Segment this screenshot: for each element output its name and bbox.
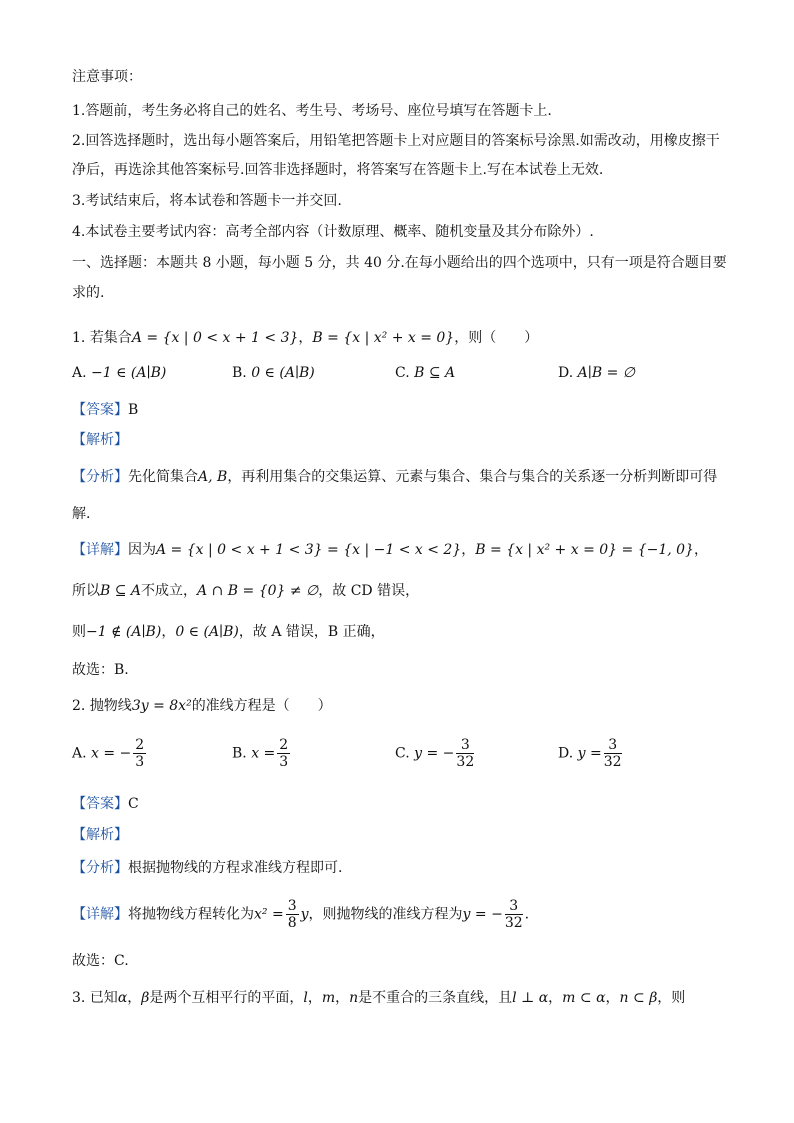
q2-option-c-fraction [456, 737, 474, 770]
q1-xj1-comma: ， [461, 542, 476, 558]
q1-option-b [232, 363, 315, 383]
q1-xiangjie-2 [72, 581, 734, 601]
q2-option-b [232, 737, 292, 770]
q2-option-a-num: 2 [135, 737, 145, 753]
q1-stem-pre: 若集合 [89, 330, 132, 346]
q2-xj-pre: 将抛物线方程转化为 [128, 906, 254, 923]
note-1: 1.答题前，考生务必将自己的姓名、考生号、考场号、座位号填写在答题卡上. [72, 103, 552, 119]
q1-xj3-m2: 0 ∈ (A∣B) [175, 624, 239, 640]
q2-xj-end: . [524, 906, 530, 923]
note-2a: 2.回答选择题时，选出每小题答案后，用铅笔把答题卡上对应题目的答案标号涂黑.如需改动，用橡皮擦干 [72, 133, 720, 149]
q2-option-a [72, 737, 148, 770]
q3-p8: ， [605, 990, 620, 1006]
q2-option-d-lhs: y = [577, 745, 602, 762]
q1-comma: ， [298, 330, 313, 346]
q2-xj-mid: ，则抛物线的准线方程为 [308, 906, 463, 923]
q2-option-c-num: 3 [456, 737, 474, 754]
q1-fenxi-tag: 【分析】 [72, 469, 128, 485]
q2-xj-m1-fraction [286, 898, 299, 931]
q2-stem-pre: 抛物线 [89, 698, 132, 714]
q2-stem [72, 696, 734, 716]
q2-option-c-label: C. [395, 745, 410, 762]
notes-title: 注意事项： [72, 69, 142, 85]
q2-number: 2. [72, 698, 86, 714]
q2-option-d-label: D. [558, 745, 574, 762]
q1-xj2-m2: A ∩ B = {0} ≠ ∅ [197, 583, 319, 599]
q1-xj1-math-a: A = {x | 0 < x + 1 < 3} = {x | −1 < x < 2} [156, 542, 462, 558]
q1-set-a: A = {x | 0 < x + 1 < 3} [131, 330, 299, 346]
q1-xiangjie-1 [72, 540, 734, 560]
q1-xj3-comma: ， [161, 624, 176, 640]
q1-option-c-label: C. [395, 365, 410, 381]
q1-analysis-label: 【解析】 [72, 432, 128, 448]
q2-xj-m1-rhs: y [300, 906, 309, 923]
q1-conclusion: 故选：B. [72, 662, 129, 678]
q3-alpha: α [117, 990, 128, 1006]
q1-option-c [395, 363, 455, 383]
q1-fenxi-post: ，再利用集合的交集运算、元素与集合、集合与集合的关系逐一分析判断即可得 [227, 469, 718, 485]
q2-option-b-den: 3 [279, 754, 289, 770]
q3-l: l [303, 990, 308, 1006]
q2-xj-m2-num: 3 [505, 898, 523, 915]
q1-option-c-text: B ⊆ A [414, 365, 456, 381]
section-header-line2: 求的. [72, 285, 105, 301]
q1-xj3-pre: 则 [72, 624, 86, 640]
q2-fenxi-text: 根据抛物线的方程求准线方程即可. [128, 860, 343, 876]
q1-xj2-post: ，故 CD 错误， [318, 583, 420, 599]
q3-stem [72, 988, 734, 1008]
q2-option-c-lhs: y = − [414, 745, 455, 762]
q3-p6: 是不重合的三条直线，且 [358, 990, 513, 1006]
q2-analysis-label: 【解析】 [72, 827, 128, 843]
q3-m: m [321, 990, 336, 1006]
q1-set-b: B = {x | x² + x = 0} [312, 330, 455, 346]
q2-option-b-num: 2 [279, 737, 289, 753]
q2-options [72, 737, 732, 777]
q2-xj-m1-num: 3 [287, 898, 297, 914]
section-header-line1: 一、选择题：本题共 8 小题，每小题 5 分，共 40 分.在每小题给出的四个选项中，只有一项是符合题目要 [72, 255, 727, 271]
q2-conclusion: 故选：C. [72, 953, 129, 969]
q1-xj2-m1: B ⊆ A [100, 583, 142, 599]
q2-fenxi-tag: 【分析】 [72, 860, 128, 876]
q3-p9: ，则 [657, 990, 686, 1006]
q3-p3: 是两个互相平行的平面， [149, 990, 304, 1006]
q2-option-b-fraction [277, 737, 290, 770]
q1-answer [72, 400, 734, 420]
q3-c3: n ⊂ β [619, 990, 658, 1006]
q1-xj2-pre: 所以 [72, 583, 100, 599]
q2-fenxi [72, 858, 734, 878]
q1-xiangjie-3 [72, 622, 734, 642]
q3-p2: ， [127, 990, 142, 1006]
q2-option-d-fraction [604, 737, 622, 770]
q2-xj-m2-lhs: y = − [462, 906, 503, 923]
q1-fenxi-line2: 解. [72, 506, 91, 522]
q1-xj1-end: ， [693, 542, 708, 558]
q1-fenxi-pre: 先化简集合 [128, 469, 198, 485]
q2-option-a-lhs: x = − [91, 745, 132, 762]
q1-option-a-text: −1 ∈ (A∣B) [91, 365, 167, 381]
q1-xj1-pre: 因为 [128, 542, 156, 558]
q1-option-b-label: B. [232, 365, 247, 381]
q2-xiangjie [72, 898, 734, 931]
note-4: 4.本试卷主要考试内容：高考全部内容（计数原理、概率、随机变量及其分布除外）. [72, 224, 594, 240]
q1-number: 1. [72, 330, 86, 346]
q3-n: n [349, 990, 359, 1006]
q1-fenxi-sets: A, B [198, 469, 228, 485]
q1-stem [72, 328, 734, 348]
q2-xiangjie-tag: 【详解】 [72, 906, 128, 923]
q1-xj1-math-b: B = {x | x² + x = 0} = {−1, 0} [475, 542, 694, 558]
q3-p1: 已知 [89, 990, 118, 1006]
q1-options [72, 363, 732, 403]
q1-xj3-m1: −1 ∉ (A∣B) [86, 624, 162, 640]
q2-option-b-lhs: x = [251, 745, 276, 762]
q1-option-a-label: A. [72, 365, 87, 381]
q2-option-b-label: B. [232, 745, 247, 762]
q3-number: 3. [72, 990, 86, 1006]
q2-option-d-den: 32 [603, 754, 622, 770]
q3-beta: β [141, 990, 150, 1006]
q2-xj-m1-lhs: x² = [254, 906, 284, 923]
q2-answer [72, 794, 734, 814]
q1-option-a [72, 363, 166, 383]
q2-option-c [395, 737, 476, 770]
q1-stem-post: ，则（ ） [454, 330, 539, 346]
q1-option-d [558, 363, 635, 383]
q2-option-c-den: 32 [456, 754, 475, 770]
q2-option-a-fraction [133, 737, 146, 770]
q1-fenxi [72, 467, 734, 487]
q1-option-d-label: D. [558, 365, 574, 381]
q2-stem-math: 3y = 8x² [131, 698, 192, 714]
q1-xj2-mid: 不成立， [141, 583, 198, 599]
q3-p4: ， [307, 990, 322, 1006]
q2-answer-value: C [128, 796, 139, 812]
q2-stem-post: 的准线方程是（ ） [191, 698, 332, 714]
q1-analysis-tag [72, 430, 734, 450]
q3-c1: l ⊥ α [512, 990, 549, 1006]
q1-option-d-text: A∣B = ∅ [577, 365, 635, 381]
q2-answer-tag: 【答案】 [72, 796, 128, 812]
q1-xiangjie-tag: 【详解】 [72, 542, 128, 558]
q2-analysis-tag [72, 825, 734, 845]
q1-option-b-text: 0 ∈ (A∣B) [251, 365, 315, 381]
q1-xj3-post: ，故 A 错误，B 正确， [238, 624, 385, 640]
note-2b: 净后，再选涂其他答案标号.回答非选择题时，将答案写在答题卡上.写在本试卷上无效. [72, 162, 604, 178]
q2-option-a-label: A. [72, 745, 87, 762]
q2-xj-m1-den: 8 [287, 915, 297, 931]
q2-option-a-den: 3 [135, 754, 145, 770]
q3-p7: ， [548, 990, 563, 1006]
q2-xj-m2-fraction [505, 898, 523, 931]
q3-c2: m ⊂ α [562, 990, 606, 1006]
q1-answer-tag: 【答案】 [72, 402, 128, 418]
q3-p5: ， [335, 990, 350, 1006]
q2-option-d-num: 3 [604, 737, 622, 754]
note-3: 3.考试结束后，将本试卷和答题卡一并交回. [72, 193, 342, 209]
q2-option-d [558, 737, 624, 770]
q2-xj-m2-den: 32 [504, 915, 523, 931]
q1-answer-value: B [128, 402, 139, 418]
